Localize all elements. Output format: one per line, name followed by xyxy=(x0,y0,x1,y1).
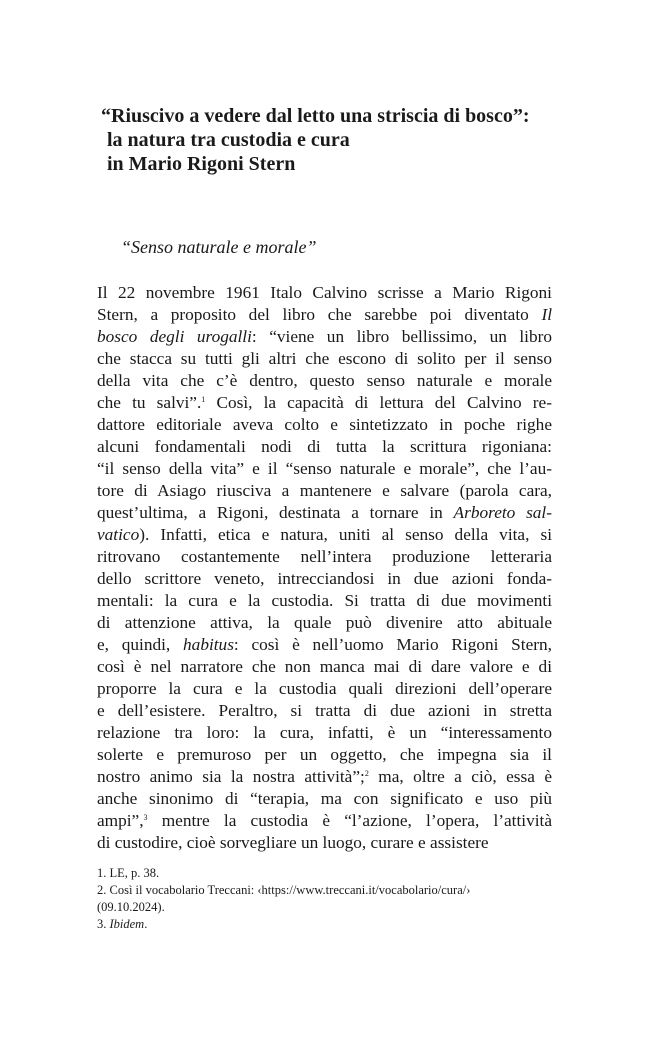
chapter-title-line-1: “Riuscivo a vedere dal letto una striscia di bosco”: xyxy=(101,105,530,127)
body-line xyxy=(97,744,552,766)
body-line xyxy=(97,458,552,480)
text-segment: 3. xyxy=(97,917,110,931)
body-line xyxy=(97,612,552,634)
footnote-reference: 3 xyxy=(143,813,148,822)
section-heading: “Senso naturale e morale” xyxy=(121,237,317,257)
body-line xyxy=(97,370,552,392)
body-line xyxy=(97,326,552,348)
body-line xyxy=(97,590,552,612)
body-line xyxy=(97,678,552,700)
text-segment: : così è nell’uomo Mario Rigoni Stern, xyxy=(233,635,552,654)
body-line xyxy=(97,568,552,590)
body-paragraph xyxy=(97,282,552,854)
text-segment: (09.10.2024). xyxy=(97,900,165,914)
italic-text: habitus xyxy=(183,635,234,654)
body-line xyxy=(97,832,552,854)
text-segment: Così, la capacità di lettura del Calvino re- xyxy=(205,393,552,412)
text-segment: di custodire, cioè sorvegliare un luogo, curare e assistere xyxy=(97,833,489,852)
text-segment: solerte e premuroso per un oggetto, che impegna sia il xyxy=(97,745,552,764)
text-segment: ritrovano costantemente nell’intera produzione letteraria xyxy=(97,547,552,566)
text-segment: ampi”, xyxy=(97,811,144,830)
text-segment: e, quindi, xyxy=(97,635,184,654)
text-segment: Stern, a proposito del libro che sarebbe poi diventato xyxy=(97,305,542,324)
body-line xyxy=(97,700,552,722)
text-segment: proporre la cura e la custodia quali direzioni dell’operare xyxy=(97,679,552,698)
text-segment: Il 22 novembre 1961 Italo Calvino scrisse a Mario Rigoni xyxy=(97,283,552,302)
chapter-title-line-3: in Mario Rigoni Stern xyxy=(107,153,296,175)
text-segment: e dell’esistere. Peraltro, si tratta di due azioni in stretta xyxy=(97,701,552,720)
text-segment: alcuni fondamentali nodi di tutta la scrittura rigoniana: xyxy=(97,437,552,456)
chapter-title xyxy=(101,104,571,176)
text-segment: mentali: la cura e la custodia. Si tratta di due movimenti xyxy=(97,591,552,610)
footnote-line xyxy=(97,916,552,933)
text-segment: 2. Così il vocabolario Treccani: ‹https://www.treccani.it/vocabolario/cura/› xyxy=(97,883,471,897)
body-line xyxy=(97,766,552,788)
text-segment: che tu salvi”. xyxy=(97,393,202,412)
footnote-line xyxy=(97,865,552,882)
body-line xyxy=(97,788,552,810)
body-line xyxy=(97,546,552,568)
italic-text: Il xyxy=(541,305,552,324)
body-line xyxy=(97,414,552,436)
text-segment: ma, oltre a ciò, essa è xyxy=(368,767,552,786)
text-segment: “il senso della vita” e il “senso naturale e morale”, che l’au- xyxy=(97,459,552,478)
italic-text: Ibidem xyxy=(109,917,145,931)
text-segment: : “viene un libro bellissimo, un libro xyxy=(251,327,553,346)
text-segment: di attenzione attiva, la quale può divenire atto abituale xyxy=(97,613,552,632)
body-line xyxy=(97,502,552,524)
body-line xyxy=(97,656,552,678)
footnote-line xyxy=(97,899,552,916)
text-segment: 1. LE, p. 38. xyxy=(97,866,160,880)
text-segment: relazione tra loro: la cura, infatti, è un “interessamento xyxy=(97,723,552,742)
text-segment: anche sinonimo di “terapia, ma con significato e uso più xyxy=(97,789,552,808)
body-line xyxy=(97,722,552,744)
footnotes xyxy=(97,865,552,933)
italic-text: Arboreto sal- xyxy=(453,503,552,522)
text-segment: che stacca su tutti gli altri che escono di solito per il senso xyxy=(97,349,552,368)
italic-text: bosco degli urogalli xyxy=(97,327,252,346)
text-segment: dattore editoriale aveva colto e sintetizzato in poche righe xyxy=(97,415,552,434)
body-line xyxy=(97,282,552,304)
body-line xyxy=(97,436,552,458)
text-segment: . xyxy=(144,917,148,931)
body-line xyxy=(97,304,552,326)
text-segment: ). Infatti, etica e natura, uniti al senso della vita, si xyxy=(139,525,552,544)
body-line xyxy=(97,634,552,656)
body-line xyxy=(97,480,552,502)
body-line xyxy=(97,810,552,832)
text-segment: così è nel narratore che non manca mai di dare valore e di xyxy=(97,657,552,676)
footnote-reference: 2 xyxy=(364,769,369,778)
text-segment: dello scrittore veneto, intrecciandosi in due azioni fonda- xyxy=(97,569,552,588)
text-segment: quest’ultima, a Rigoni, destinata a tornare in xyxy=(97,503,454,522)
body-line xyxy=(97,392,552,414)
text-segment: nostro animo sia la nostra attività”; xyxy=(97,767,365,786)
body-line xyxy=(97,524,552,546)
text-segment: tore di Asiago riusciva a mantenere e salvare (parola cara, xyxy=(97,481,552,500)
footnote-reference: 1 xyxy=(201,395,206,404)
footnote-line xyxy=(97,882,552,899)
chapter-title-line-2: la natura tra custodia e cura xyxy=(107,129,350,151)
italic-text: vatico xyxy=(97,525,140,544)
text-segment: della vita che c’è dentro, questo senso naturale e morale xyxy=(97,371,552,390)
body-line xyxy=(97,348,552,370)
text-segment: mentre la custodia è “l’azione, l’opera, l’attività xyxy=(147,811,552,830)
